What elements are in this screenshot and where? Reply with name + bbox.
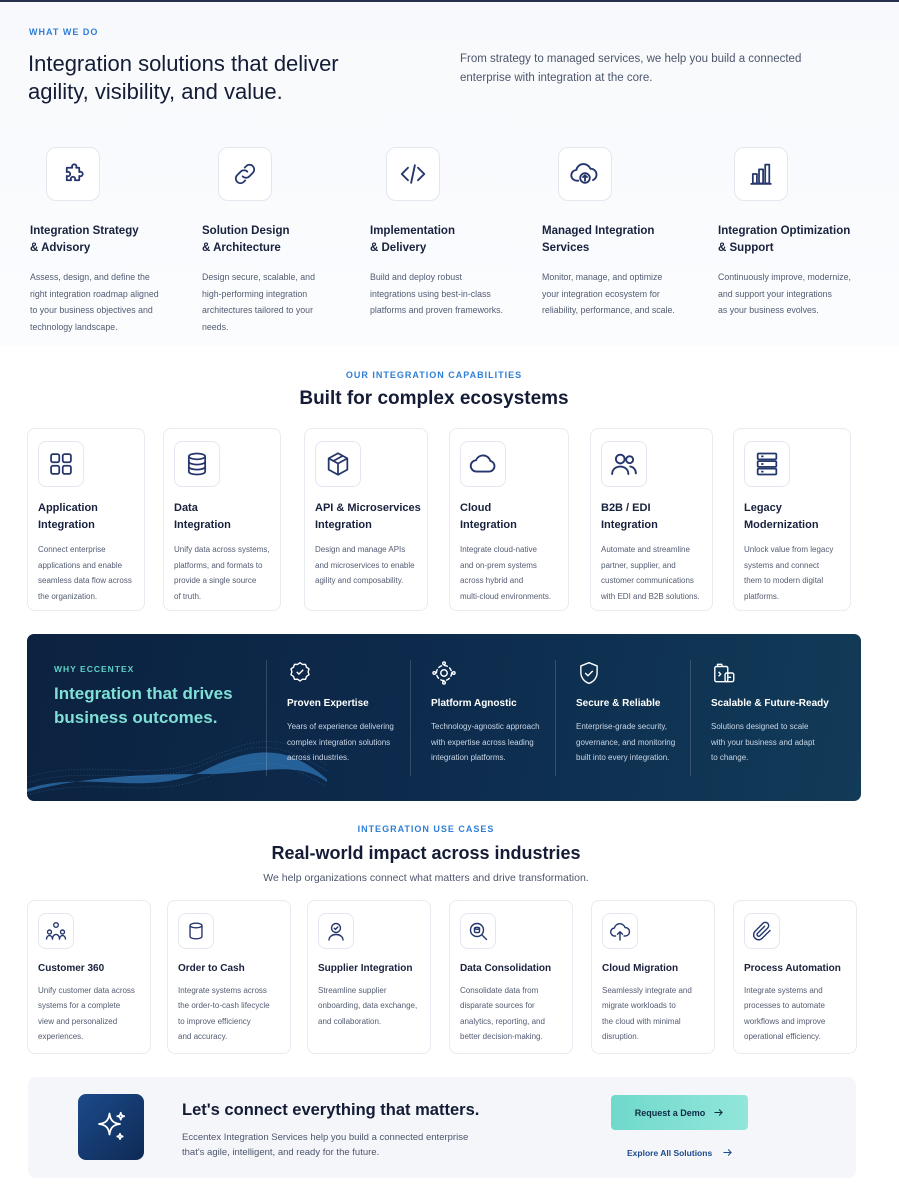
cube-icon	[315, 441, 361, 487]
hero-title: Integration solutions that deliver agility, visibility, and value.	[28, 51, 339, 104]
use-cases-eyebrow: INTEGRATION USE CASES	[357, 824, 495, 834]
shield-check-icon	[576, 660, 700, 686]
cylinder-icon	[178, 913, 214, 949]
why-eyebrow: WHY ECCENTEX	[54, 664, 135, 674]
paperclip-icon	[744, 913, 780, 949]
badge-icon	[287, 660, 411, 686]
cta-title: Let's connect everything that matters.	[182, 1101, 480, 1119]
capabilities-eyebrow: OUR INTEGRATION CAPABILITIES	[345, 370, 523, 380]
arrow-right-icon	[713, 1107, 724, 1118]
service-card[interactable]: Solution Design & Architecture Design secure, scalable, and high-performing integration architectures tailored to your needs.	[202, 147, 362, 336]
use-case-customer-360[interactable]: Customer 360 Unify customer data across systems for a complete view and personalized experiences.	[27, 900, 151, 1054]
capabilities-title: Built for complex ecosystems	[299, 388, 569, 409]
service-card[interactable]: Integration Optimization & Support Continuously improve, modernize, and support your integrations as your business evolves.	[718, 147, 878, 319]
why-title: Integration that drives business outcomes.	[54, 684, 233, 727]
use-cases-subtitle: We help organizations connect what matters and drive transformation.	[263, 872, 589, 884]
request-demo-button[interactable]: Request a Demo	[611, 1095, 748, 1130]
feature-scalable: Scalable & Future-Ready Solutions designed to scale with your business and adapt to change.	[690, 660, 850, 776]
capability-card-legacy[interactable]: Legacy Modernization Unlock value from legacy systems and connect them to modern digital platforms.	[733, 428, 851, 611]
sparkle-icon	[78, 1094, 144, 1160]
supplier-icon	[318, 913, 354, 949]
service-card[interactable]: Implementation & Delivery Build and deploy robust integrations using best-in-class platforms and proven frameworks.	[370, 147, 530, 319]
link-icon	[218, 147, 272, 201]
explore-solutions-link[interactable]: Explore All Solutions	[627, 1147, 733, 1158]
capability-card-application[interactable]: Application Integration Connect enterprise applications and enable seamless data flow across the organization.	[27, 428, 145, 611]
cloud-icon	[460, 441, 506, 487]
capability-card-api[interactable]: API & Microservices Integration Design and manage APIs and microservices to enable agility and composability.	[304, 428, 428, 611]
grid-icon	[38, 441, 84, 487]
capability-card-data[interactable]: Data Integration Unify data across systems, platforms, and formats to provide a single source of truth.	[163, 428, 281, 611]
use-cases-title: Real-world impact across industries	[271, 843, 581, 863]
what-we-do-section	[0, 2, 899, 346]
feature-platform-agnostic: Platform Agnostic Technology-agnostic approach with expertise across leading integration platforms.	[410, 660, 555, 776]
users-icon	[601, 441, 647, 487]
service-card[interactable]: Managed Integration Services Monitor, manage, and optimize your integration ecosystem for reliability, performance, and scale.	[542, 147, 702, 319]
use-case-cloud-migration[interactable]: Cloud Migration Seamlessly integrate and migrate workloads to the cloud with minimal disruption.	[591, 900, 715, 1054]
people-network-icon	[38, 913, 74, 949]
capability-card-b2b[interactable]: B2B / EDI Integration Automate and streamline partner, supplier, and customer communications with EDI and B2B solutions.	[590, 428, 713, 611]
search-data-icon	[460, 913, 496, 949]
why-eccentex-banner	[27, 634, 861, 801]
platform-icon	[431, 660, 555, 686]
bar-chart-icon	[734, 147, 788, 201]
feature-proven-expertise: Proven Expertise Years of experience delivering complex integration solutions across industries.	[266, 660, 411, 776]
use-case-data-consolidation[interactable]: Data Consolidation Consolidate data from disparate sources for analytics, reporting, and better decision-making.	[449, 900, 573, 1054]
scale-icon	[711, 660, 850, 686]
use-case-order-to-cash[interactable]: Order to Cash Integrate systems across the order-to-cash lifecycle to improve efficiency and accuracy.	[167, 900, 291, 1054]
code-icon	[386, 147, 440, 201]
cta-banner	[28, 1077, 856, 1178]
feature-secure-reliable: Secure & Reliable Enterprise-grade security, governance, and monitoring built into every integration.	[555, 660, 700, 776]
database-icon	[174, 441, 220, 487]
service-card[interactable]: Integration Strategy & Advisory Assess, design, and define the right integration roadmap aligned to your business objectives and technology landscape.	[30, 147, 190, 336]
puzzle-icon	[46, 147, 100, 201]
section-eyebrow: WHAT WE DO	[29, 27, 99, 37]
hero-subtitle: From strategy to managed services, we help you build a connected enterprise with integration at the core.	[460, 53, 802, 84]
use-case-process-automation[interactable]: Process Automation Integrate systems and processes to automate workflows and improve operational efficiency.	[733, 900, 857, 1054]
arrow-right-icon	[722, 1147, 733, 1158]
cta-description: Eccentex Integration Services help you build a connected enterprise that's agile, intelligent, and ready for the future.	[182, 1132, 469, 1158]
capability-card-cloud[interactable]: Cloud Integration Integrate cloud-native and on-prem systems across hybrid and multi-cloud environments.	[449, 428, 569, 611]
cloud-migrate-icon	[602, 913, 638, 949]
use-case-supplier-integration[interactable]: Supplier Integration Streamline supplier onboarding, data exchange, and collaboration.	[307, 900, 431, 1054]
cloud-upload-icon	[558, 147, 612, 201]
server-icon	[744, 441, 790, 487]
